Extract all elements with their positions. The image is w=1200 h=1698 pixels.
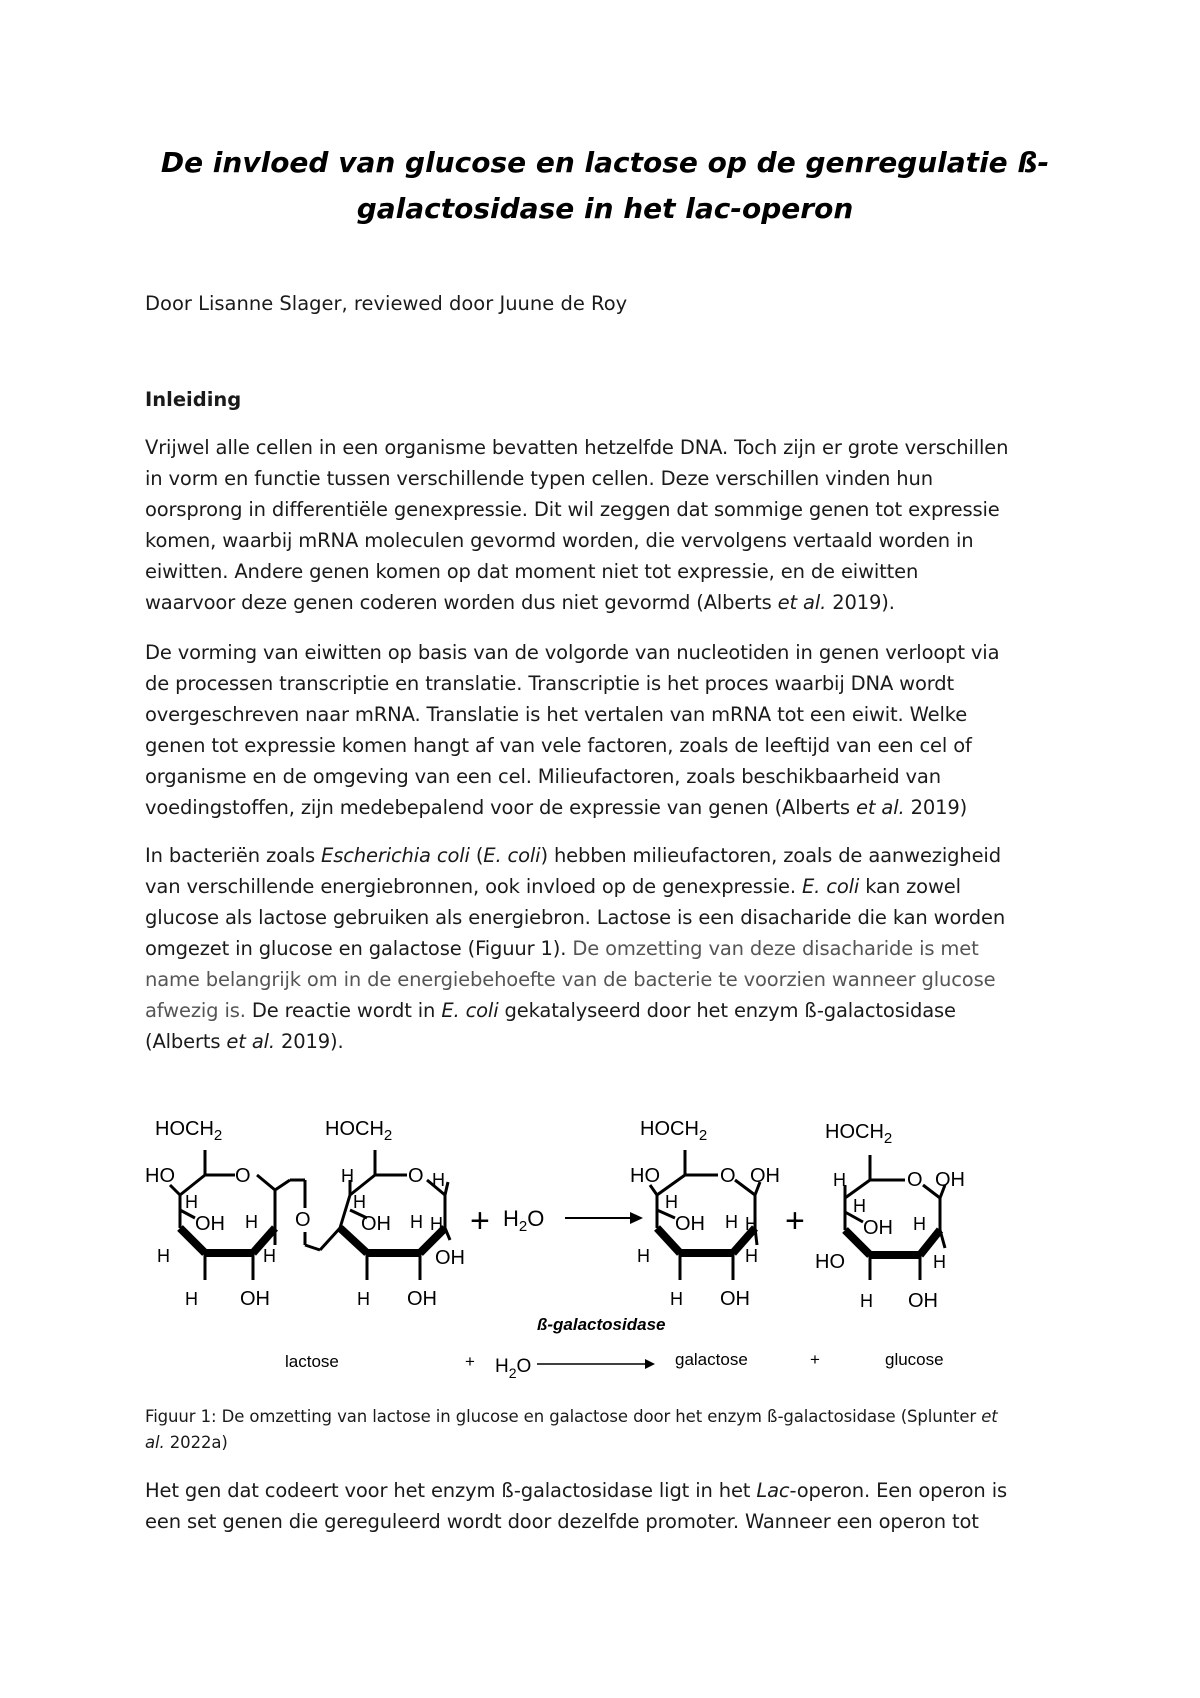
glucose-ring bbox=[845, 1155, 945, 1280]
atom-label: OH bbox=[195, 1213, 225, 1235]
galactose-hoch2: $HOCH_2$ bbox=[640, 1118, 708, 1144]
title-line-2: galactosidase in het lac-operon bbox=[356, 192, 854, 225]
gray-text-line: name belangrijk om in de energiebehoefte van de bacterie te voorzien wanneer glucose bbox=[145, 968, 996, 991]
atom-label: H bbox=[913, 1214, 926, 1234]
plus-sign: + bbox=[785, 1202, 805, 1240]
ring-oxygen-label: O bbox=[907, 1169, 923, 1191]
water-formula: $H_2O$ bbox=[503, 1206, 545, 1235]
gray-text-run: afwezig is. bbox=[145, 999, 246, 1022]
text-line: De vorming van eiwitten op basis van de volgorde van nucleotiden in genen verloopt via bbox=[145, 641, 1000, 664]
title-line-1: De invloed van glucose en lactose op de genregulatie ß- bbox=[160, 146, 1050, 179]
text-run: De reactie wordt in bbox=[245, 999, 442, 1022]
text-line: glucose als lactose gebruiken als energiebron. Lactose is een disacharide die kan worden bbox=[145, 906, 1006, 929]
paragraph-2 bbox=[145, 637, 1065, 823]
text-line: Vrijwel alle cellen in een organisme bevatten hetzelfde DNA. Toch zijn er grote verschillen bbox=[145, 436, 1009, 459]
reaction-arrow bbox=[565, 1212, 643, 1224]
text-line bbox=[145, 1026, 1065, 1057]
italic-run: E. coli bbox=[441, 999, 499, 1022]
label-lactose: lactose bbox=[285, 1352, 339, 1371]
atom-label: OH bbox=[720, 1288, 750, 1310]
glucose-structure bbox=[815, 1121, 965, 1312]
text-run: (Alberts bbox=[145, 1030, 227, 1053]
text-run: 2022a) bbox=[164, 1433, 228, 1452]
atom-label: OH bbox=[435, 1247, 465, 1269]
atom-label: H bbox=[665, 1192, 678, 1212]
text-run: Figuur 1: De omzetting van lactose in glucose en galactose door het enzym ß-galactosidase (Splunter bbox=[145, 1407, 982, 1426]
atom-label: H bbox=[745, 1246, 758, 1266]
atom-label: OH bbox=[675, 1213, 705, 1235]
atom-label: H bbox=[185, 1192, 198, 1212]
section-heading: Inleiding bbox=[145, 388, 242, 411]
atom-label: OH bbox=[361, 1213, 391, 1235]
atom-label: HO bbox=[145, 1165, 175, 1187]
atom-label: HO bbox=[630, 1165, 660, 1187]
text-run: -operon. Een operon is bbox=[789, 1479, 1007, 1502]
document-title bbox=[145, 140, 1065, 232]
glycosidic-oxygen-label: O bbox=[295, 1209, 311, 1231]
text-line: in vorm en functie tussen verschillende typen cellen. Deze verschillen vinden hun bbox=[145, 467, 933, 490]
italic-run: Lac bbox=[756, 1479, 790, 1502]
atom-label: HO bbox=[815, 1251, 845, 1273]
text-line bbox=[145, 1475, 1065, 1506]
atom-label: H bbox=[637, 1246, 650, 1266]
atom-label: H bbox=[430, 1214, 443, 1234]
label-glucose: glucose bbox=[885, 1350, 944, 1369]
atom-label: H bbox=[341, 1166, 354, 1186]
text-line bbox=[145, 792, 1065, 823]
figure-caption bbox=[145, 1404, 1065, 1456]
ring-oxygen-label: O bbox=[720, 1165, 736, 1187]
atom-label: OH bbox=[407, 1288, 437, 1310]
text-run: ( bbox=[469, 844, 484, 867]
text-run: ) hebben milieufactoren, zoals de aanwezigheid bbox=[540, 844, 1001, 867]
atom-label: H bbox=[353, 1192, 366, 1212]
label-galactose: galactose bbox=[675, 1350, 748, 1369]
italic-run: E. coli bbox=[802, 875, 860, 898]
text-line bbox=[145, 933, 1065, 964]
atom-label: H bbox=[725, 1212, 738, 1232]
atom-label: OH bbox=[908, 1290, 938, 1312]
italic-run: et al. bbox=[856, 796, 905, 819]
text-run: kan zowel bbox=[859, 875, 961, 898]
atom-label: OH bbox=[863, 1217, 893, 1239]
italic-run: E. coli bbox=[483, 844, 541, 867]
atom-label: H bbox=[245, 1212, 258, 1232]
atom-label: H bbox=[157, 1246, 170, 1266]
text-run: Het gen dat codeert voor het enzym ß-galactosidase ligt in het bbox=[145, 1479, 757, 1502]
atom-label: H bbox=[933, 1252, 946, 1272]
atom-label: H bbox=[670, 1289, 683, 1309]
label-enzyme: ß-galactosidase bbox=[537, 1315, 666, 1334]
glucose-hoch2: $HOCH_2$ bbox=[825, 1121, 893, 1147]
lactose-structure bbox=[145, 1118, 465, 1310]
italic-run: et al. bbox=[777, 591, 827, 614]
text-line: de processen transcriptie en translatie. Transcriptie is het proces waarbij DNA wordt bbox=[145, 672, 955, 695]
italic-run: al. bbox=[145, 1433, 165, 1452]
ring-oxygen-label: O bbox=[235, 1165, 251, 1187]
paragraph-1 bbox=[145, 432, 1065, 618]
text-line bbox=[145, 871, 1065, 902]
italic-run: et bbox=[981, 1407, 998, 1426]
label-arrow-head bbox=[645, 1359, 655, 1369]
text-run: waarvoor deze genen coderen worden dus niet gevormd (Alberts bbox=[145, 591, 778, 614]
atom-label: H bbox=[185, 1289, 198, 1309]
atom-label: H bbox=[432, 1170, 445, 1190]
atom-label: OH bbox=[935, 1169, 965, 1191]
paragraph-4 bbox=[145, 1475, 1065, 1537]
text-line: eiwitten. Andere genen komen op dat moment niet tot expressie, en de eiwitten bbox=[145, 560, 919, 583]
atom-label: H bbox=[263, 1246, 276, 1266]
paragraph-3 bbox=[145, 840, 1065, 1057]
text-line: komen, waarbij mRNA moleculen gevormd worden, die vervolgens vertaald worden in bbox=[145, 529, 974, 552]
atom-label: H bbox=[745, 1214, 758, 1234]
text-line: oorsprong in differentiële genexpressie. Dit wil zeggen dat sommige genen tot expressie bbox=[145, 498, 1000, 521]
lactose-hoch2-2: $HOCH_2$ bbox=[325, 1118, 393, 1144]
italic-run: et al. bbox=[226, 1030, 275, 1053]
label-plus: + bbox=[465, 1352, 475, 1371]
label-plus: + bbox=[810, 1350, 820, 1369]
lactose-hoch2-1: $HOCH_2$ bbox=[155, 1118, 223, 1144]
gray-text-run: De omzetting van deze disacharide is met bbox=[572, 937, 979, 960]
text-line bbox=[145, 840, 1065, 871]
text-line: genen tot expressie komen hangt af van vele factoren, zoals de leeftijd van een cel of bbox=[145, 734, 972, 757]
atom-label: H bbox=[357, 1289, 370, 1309]
atom-label: OH bbox=[240, 1288, 270, 1310]
text-run: gekatalyseerd door het enzym ß-galactosidase bbox=[498, 999, 956, 1022]
plus-sign: + bbox=[470, 1202, 490, 1240]
atom-label: H bbox=[833, 1170, 846, 1190]
text-run: 2019) bbox=[904, 796, 968, 819]
text-line bbox=[145, 587, 1065, 618]
figure-1-reaction-scheme bbox=[145, 1100, 1065, 1390]
text-run: In bacteriën zoals bbox=[145, 844, 322, 867]
text-run: van verschillende energiebronnen, ook invloed op de genexpressie. bbox=[145, 875, 803, 898]
atom-label: OH bbox=[750, 1165, 780, 1187]
label-water: $H_2O$ bbox=[495, 1356, 532, 1381]
atom-label: H bbox=[860, 1291, 873, 1311]
atom-label: H bbox=[410, 1212, 423, 1232]
galactose-structure bbox=[630, 1118, 780, 1310]
text-line: een set genen die gereguleerd wordt door dezelfde promoter. Wanneer een operon tot bbox=[145, 1510, 979, 1533]
atom-label: H bbox=[853, 1196, 866, 1216]
text-line: organisme en de omgeving van een cel. Milieufactoren, zoals beschikbaarheid van bbox=[145, 765, 941, 788]
galactose-ring bbox=[650, 1150, 760, 1280]
text-run: omgezet in glucose en galactose (Figuur 1). bbox=[145, 937, 573, 960]
ring-oxygen-label: O bbox=[408, 1165, 424, 1187]
text-run: 2019). bbox=[826, 591, 895, 614]
author-line: Door Lisanne Slager, reviewed door Juune de Roy bbox=[145, 292, 628, 315]
italic-run: Escherichia coli bbox=[321, 844, 470, 867]
text-run: 2019). bbox=[274, 1030, 344, 1053]
text-line: overgeschreven naar mRNA. Translatie is het vertalen van mRNA tot een eiwit. Welke bbox=[145, 703, 968, 726]
text-run: voedingstoffen, zijn medebepalend voor de expressie van genen (Alberts bbox=[145, 796, 856, 819]
text-line bbox=[145, 995, 1065, 1026]
